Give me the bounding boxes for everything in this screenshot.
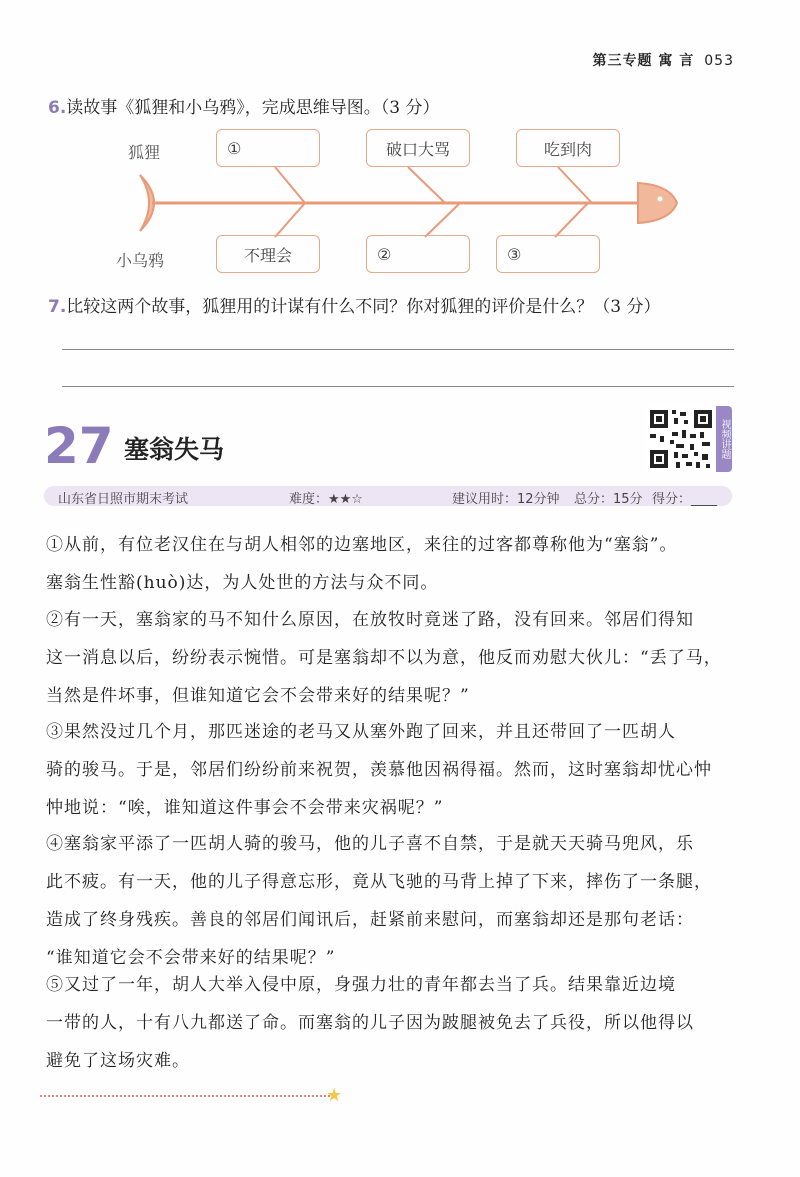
- video-tab[interactable]: 视频讲题: [716, 406, 732, 472]
- story-number: 27: [44, 417, 114, 475]
- answer-box-2[interactable]: ②: [366, 235, 470, 273]
- answer-line[interactable]: [62, 386, 734, 387]
- decorative-divider: [40, 1095, 330, 1097]
- bottom-box-1: 不理会: [216, 235, 320, 273]
- text-line: 当然是件坏事，但谁知道它会不会带来好的结果呢？”: [46, 686, 470, 706]
- top-box-2: 破口大骂: [366, 129, 470, 167]
- question-text: 读故事《狐狸和小乌鸦》，完成思维导图。（3 分）: [66, 98, 440, 118]
- difficulty: 难度：★★☆: [289, 492, 363, 507]
- text-line: 这一消息以后，纷纷表示惋惜。可是塞翁却不以为意，他反而劝慰大伙儿：“丢了马，: [46, 648, 722, 668]
- text-line: ③果然没过几个月，那匹迷途的老马又从塞外跑了回来，并且还带回了一匹胡人: [46, 722, 676, 742]
- answer-box-3[interactable]: ③: [496, 235, 600, 273]
- qr-code-icon[interactable]: [646, 406, 716, 472]
- fish-tail: [140, 175, 154, 231]
- text-line: 塞翁生性豁(huò)达，为人处世的方法与众不同。: [46, 573, 439, 593]
- paragraph-1: [46, 526, 736, 602]
- question-7: [48, 292, 661, 317]
- text-line: 造成了终身残疾。善良的邻居们闻讯后，赶紧前来慰问，而塞翁却还是那句老话：: [46, 910, 694, 930]
- text-line: “谁知道它会不会带来好的结果呢？”: [46, 948, 336, 968]
- question-number: 7.: [48, 297, 67, 317]
- page-header: [593, 50, 734, 70]
- text-line: 避免了这场灾难。: [46, 1051, 190, 1071]
- bone-line: [425, 203, 460, 237]
- bone-line: [275, 167, 305, 203]
- section-title: 第三专题 寓 言: [592, 53, 695, 69]
- text-line: ①从前，有位老汉住在与胡人相邻的边塞地区，来往的过客都尊称他为“塞翁”。: [46, 535, 678, 555]
- paragraph-5: [46, 966, 736, 1080]
- fox-label: 狐狸: [128, 143, 161, 162]
- text-line: ④塞翁家平添了一匹胡人骑的骏马，他的儿子喜不自禁，于是就天天骑马兜风，乐: [46, 834, 694, 854]
- question-number: 6.: [48, 98, 67, 118]
- text-line: 一带的人，十有八九都送了命。而塞翁的儿子因为跛腿被免去了兵役，所以他得以: [46, 1013, 694, 1033]
- text-line: ⑤又过了一年，胡人大举入侵中原，身强力壮的青年都去当了兵。结果靠近边境: [46, 975, 676, 995]
- fish-eye: [658, 197, 663, 202]
- top-box-3: 吃到肉: [516, 129, 620, 167]
- crow-label: 小乌鸦: [116, 251, 165, 270]
- bone-line: [558, 167, 592, 203]
- suggested-time: 建议用时：12分钟: [452, 492, 560, 507]
- question-text: 比较这两个故事，狐狸用的计谋有什么不同？你对狐狸的评价是什么？（3 分）: [66, 297, 661, 317]
- text-line: 此不疲。有一天，他的儿子得意忘形，竟从飞驰的马背上掉了下来，摔伤了一条腿，: [46, 872, 712, 892]
- fish-head: [638, 183, 677, 223]
- score-blank[interactable]: 得分：____: [652, 492, 718, 507]
- bone-line: [408, 167, 445, 203]
- exam-source: 山东省日照市期末考试: [58, 492, 189, 507]
- question-6: [48, 93, 440, 118]
- paragraph-3: [46, 713, 736, 827]
- text-line: ②有一天，塞翁家的马不知什么原因，在放牧时竟迷了路，没有回来。邻居们得知: [46, 610, 694, 630]
- bone-line: [275, 203, 305, 237]
- paragraph-2: [46, 601, 736, 715]
- star-icon: ★: [326, 1085, 343, 1106]
- text-line: 骑的骏马。于是，邻居们纷纷前来祝贺，羡慕他因祸得福。然而，这时塞翁却忧心忡: [46, 760, 712, 780]
- page-number: 053: [704, 53, 734, 69]
- text-line: 忡地说：“唉，谁知道这件事会不会带来灾祸呢？”: [46, 798, 444, 818]
- total-score: 总分：15分: [574, 492, 643, 507]
- paragraph-4: [46, 825, 736, 977]
- answer-line[interactable]: [62, 349, 734, 350]
- bone-line: [555, 203, 588, 237]
- answer-box-1[interactable]: ①: [216, 129, 320, 167]
- info-bar: [44, 486, 732, 506]
- story-title: 塞翁失马: [124, 435, 225, 464]
